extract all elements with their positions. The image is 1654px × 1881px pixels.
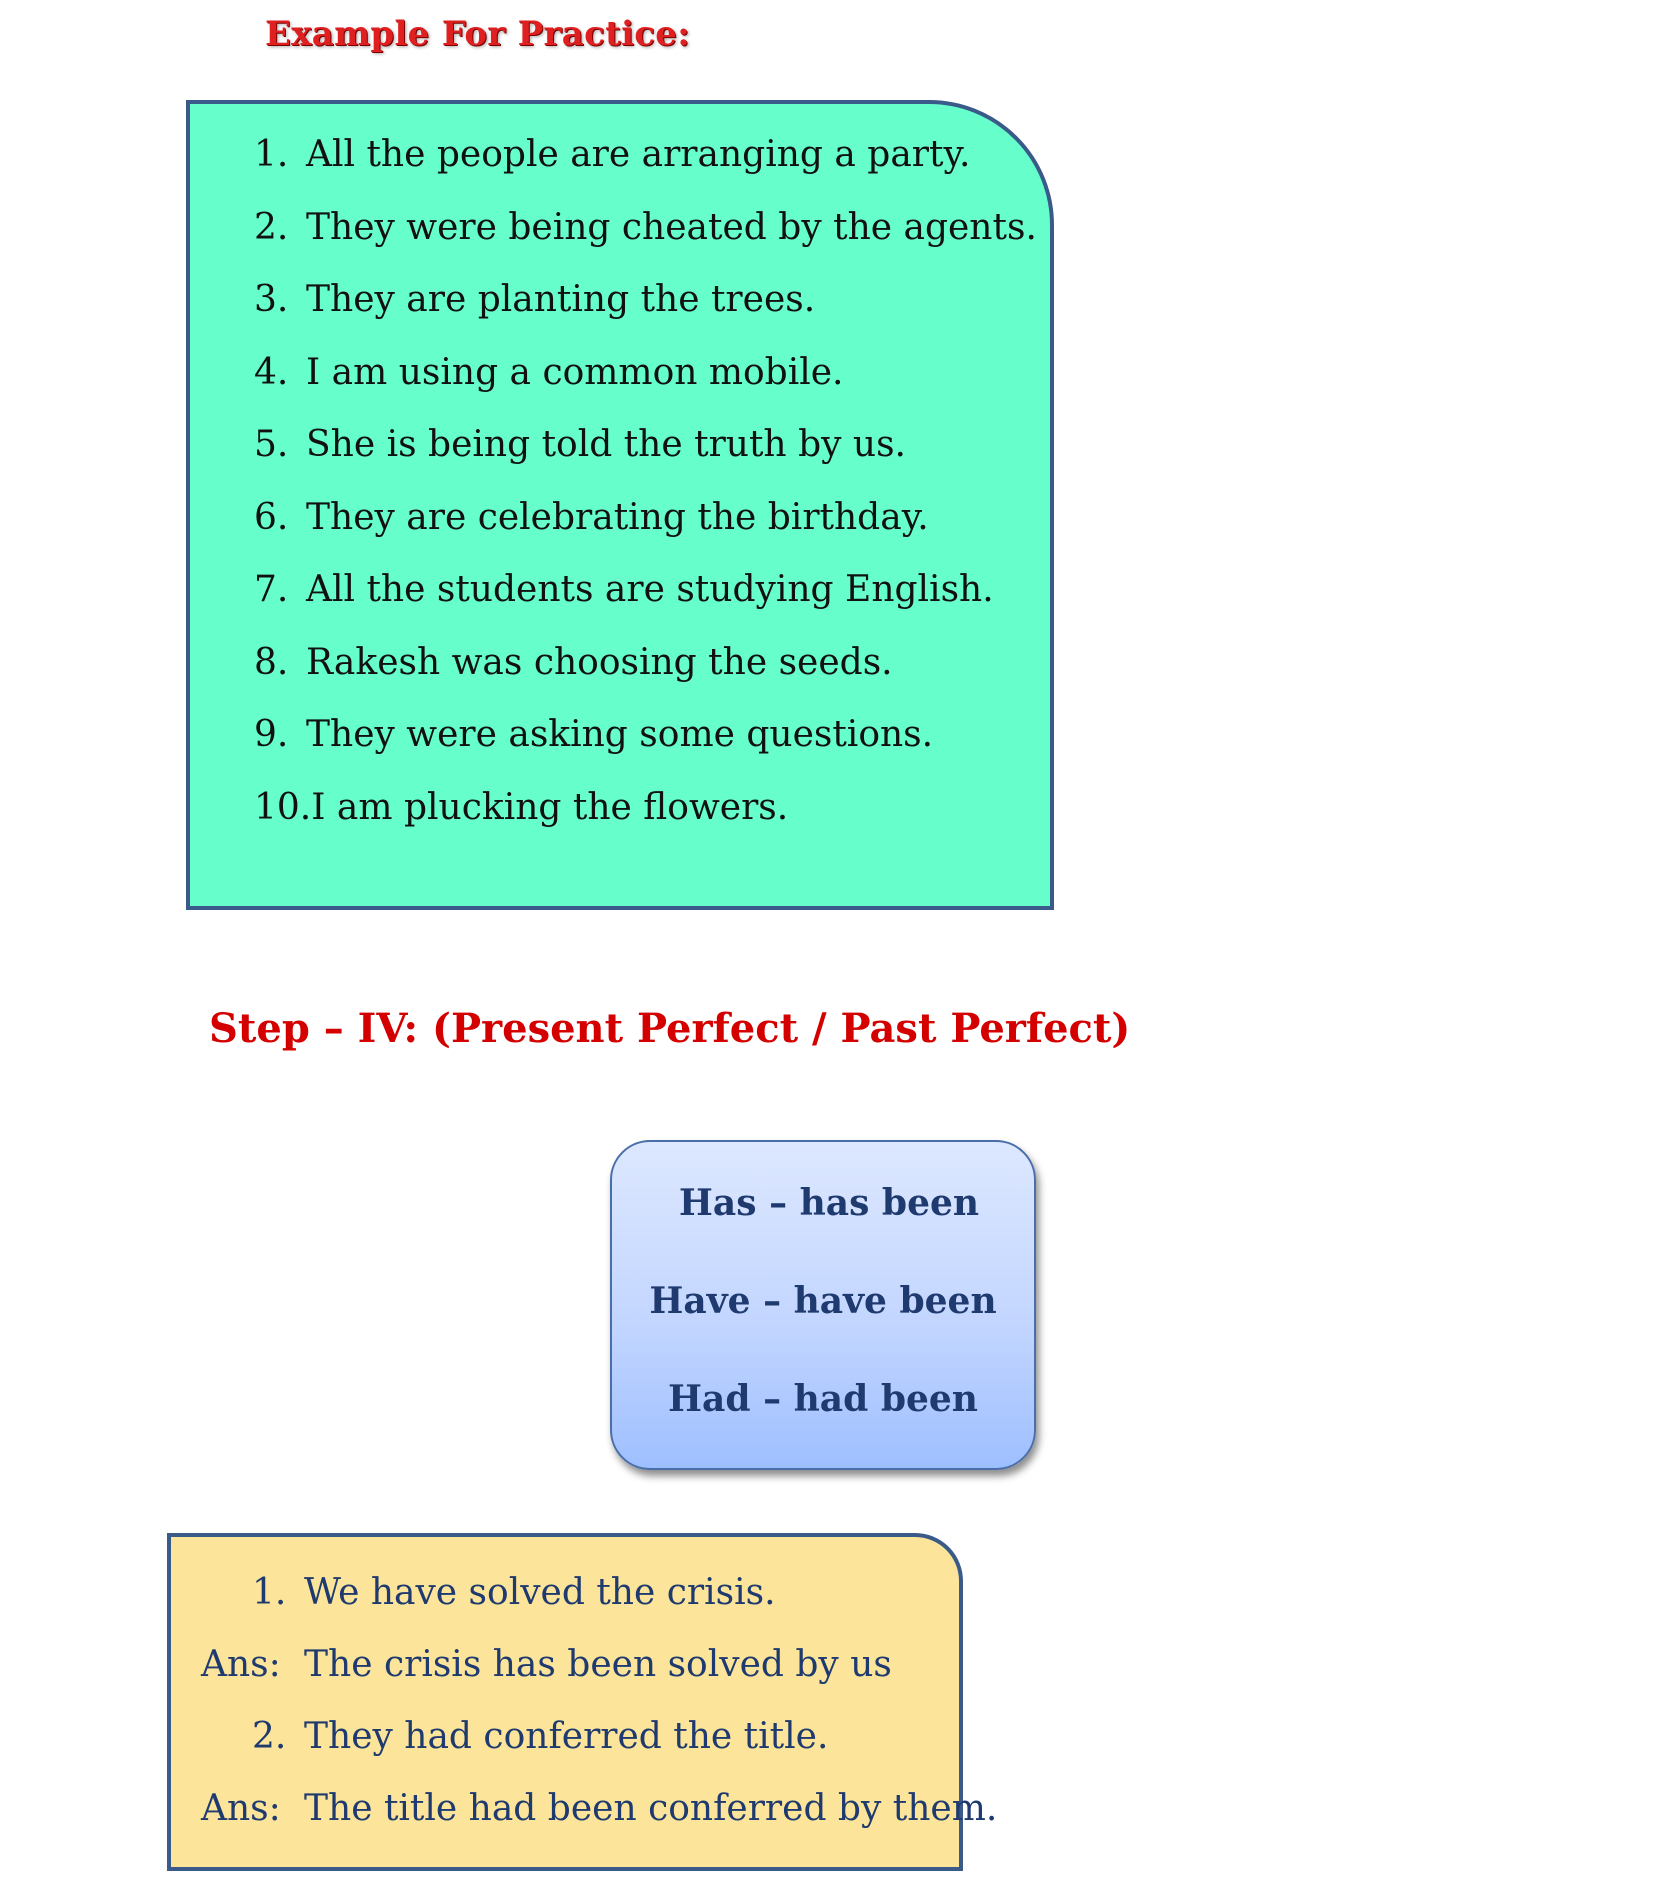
example-question-text: We have solved the crisis.: [304, 1572, 776, 1613]
practice-item-number: 5.: [254, 424, 289, 465]
example-question: [252, 1572, 776, 1613]
step-heading: Step – IV: (Present Perfect / Past Perfect): [209, 1005, 1131, 1052]
example-question-number: 2.: [252, 1716, 287, 1757]
practice-item: [254, 497, 1037, 570]
example-answer-text: The title had been conferred by them.: [304, 1788, 998, 1829]
practice-item-text: They were being cheated by the agents.: [306, 206, 1037, 248]
practice-item-number: 7.: [254, 569, 289, 610]
practice-item: [254, 569, 1037, 642]
practice-item-number: 10.: [254, 786, 312, 828]
rules-box: [610, 1140, 1036, 1470]
practice-item: [254, 787, 1037, 860]
example-answer: [201, 1788, 997, 1829]
practice-item-text: I am using a common mobile.: [306, 351, 844, 393]
example-answer: [201, 1644, 892, 1685]
practice-item: [254, 714, 1037, 787]
practice-item: [254, 424, 1037, 497]
practice-item: [254, 207, 1037, 280]
practice-item-text: Rakesh was choosing the seeds.: [306, 641, 893, 683]
examples-box: [167, 1533, 998, 1871]
rule-line: Have – have been: [649, 1280, 997, 1322]
practice-item-text: She is being told the truth by us.: [306, 424, 906, 465]
practice-item-text: I am plucking the flowers.: [311, 786, 789, 828]
practice-heading: Example For Practice:: [265, 14, 691, 54]
practice-item-number: 6.: [254, 496, 289, 538]
example-question-text: They had conferred the title.: [304, 1716, 829, 1757]
practice-item-number: 9.: [254, 714, 289, 755]
practice-item-number: 8.: [254, 641, 289, 683]
example-question-number: 1.: [252, 1572, 287, 1613]
practice-list: [254, 134, 1037, 859]
example-answer-label: Ans:: [201, 1788, 281, 1829]
example-question: [252, 1716, 828, 1757]
rule-line: Had – had been: [668, 1378, 978, 1420]
practice-item-number: 4.: [254, 351, 289, 393]
practice-box: [186, 100, 1054, 910]
practice-item-text: All the people are arranging a party.: [306, 134, 971, 175]
practice-item-text: They were asking some questions.: [306, 714, 934, 755]
practice-item: [254, 352, 1037, 425]
rule-line: Has – has been: [678, 1182, 980, 1224]
example-answer-text: The crisis has been solved by us: [304, 1644, 892, 1685]
practice-item: [254, 134, 1037, 207]
practice-item-number: 3.: [254, 279, 289, 320]
practice-item: [254, 279, 1037, 352]
practice-item-number: 1.: [254, 134, 289, 175]
practice-item-number: 2.: [254, 206, 289, 248]
practice-item-text: All the students are studying English.: [306, 569, 994, 610]
practice-item-text: They are planting the trees.: [306, 279, 816, 320]
example-answer-label: Ans:: [201, 1644, 281, 1685]
practice-item-text: They are celebrating the birthday.: [306, 496, 929, 538]
practice-item: [254, 642, 1037, 715]
